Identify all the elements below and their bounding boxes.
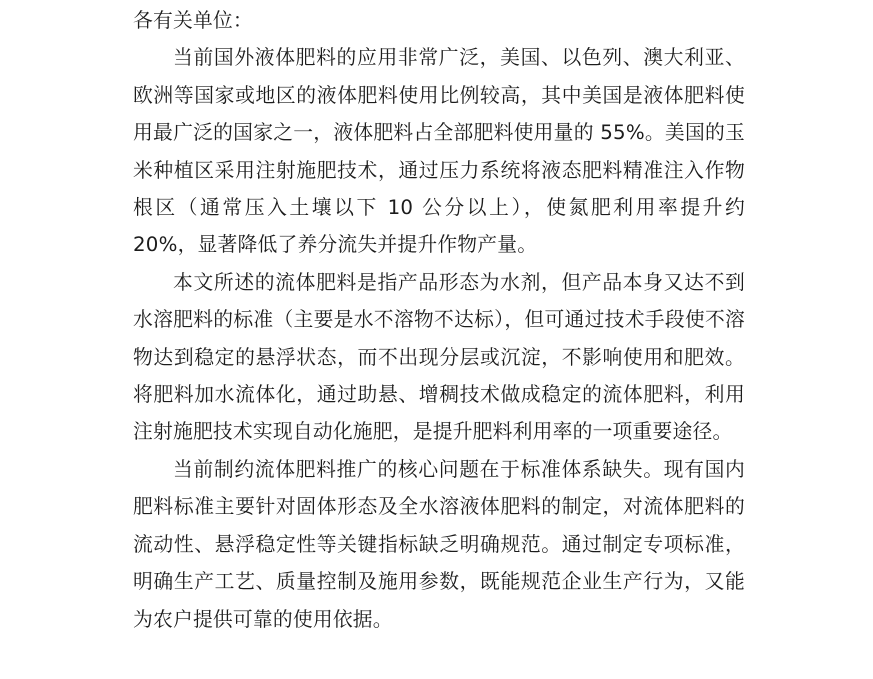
paragraph-fluid-fertilizer-definition: 本文所述的流体肥料是指产品形态为水剂，但产品本身又达不到水溶肥料的标准（主要是水不溶物不达标），但可通过技术手段使不溶物达到稳定的悬浮状态，而不出现分层或沉淀，不影响使用和肥效。将肥料加水流体化，通过助悬、增稠技术做成稳定的流体肥料，利用注射施肥技术实现自动化施肥，是提升肥料利用率的一项重要途径。 [133,270,745,444]
document-body [133,2,745,638]
salutation: 各有关单位： [133,9,253,32]
paragraph-us-liquid-fertilizer: 当前国外液体肥料的应用非常广泛，美国、以色列、澳大利亚、欧洲等国家或地区的液体肥料使用比例较高，其中美国是液体肥料使用最广泛的国家之一，液体肥料占全部肥料使用量的 55%。美国的玉米种植区采用注射施肥技术，通过压力系统将液态肥料精准注入作物根区（通常压入土壤以下 10 公分以上），使氮肥利用率提升约 20%，显著降低了养分流失并提升作物产量。 [133,46,745,257]
paragraph-standard-system: 当前制约流体肥料推广的核心问题在于标准体系缺失。现有国内肥料标准主要针对固体形态及全水溶液体肥料的制定，对流体肥料的流动性、悬浮稳定性等关键指标缺乏明确规范。通过制定专项标准，明确生产工艺、质量控制及施用参数，既能规范企业生产行为，又能为农户提供可靠的使用依据。 [133,457,745,631]
